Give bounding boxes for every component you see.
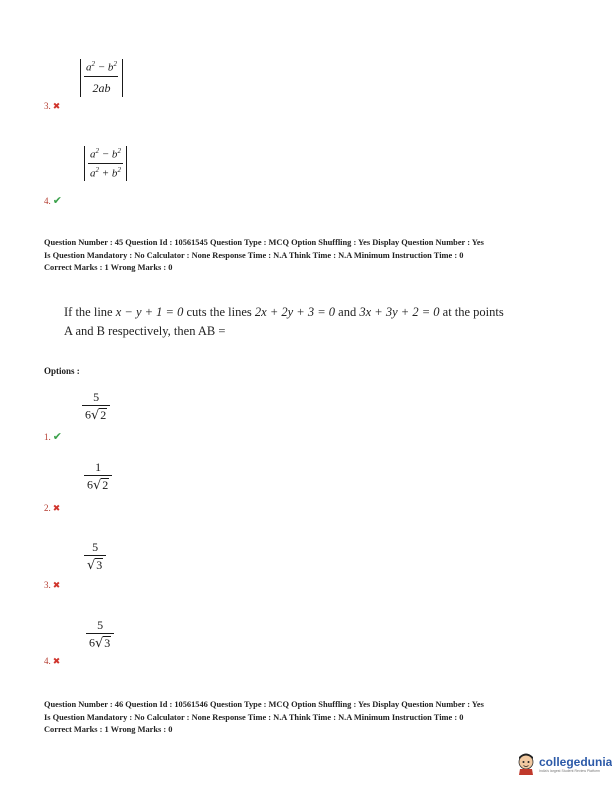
- equation-2: 2x + 2y + 3 = 0: [254, 305, 336, 319]
- option-1-expression: 5 6 √ 2: [82, 388, 110, 422]
- option-4-number[interactable]: 4. ✖: [44, 656, 61, 667]
- question-46-meta: [44, 699, 484, 737]
- question-45-meta-line3: Correct Marks : 1 Wrong Marks : 0: [44, 263, 173, 272]
- logo-tagline: India's largest Student Review Platform: [539, 769, 600, 773]
- question-46-meta-line1: Question Number : 46 Question Id : 10561546 Question Type : MCQ Option Shuffling : Yes Display Question Number : Yes: [44, 700, 484, 709]
- wrong-mark-icon: ✖: [52, 504, 61, 514]
- prev-option-3-expression: $\frac{a^2 - b^2}{2ab}$: [80, 58, 123, 97]
- wrong-mark-icon: ✖: [52, 581, 61, 591]
- wrong-mark-icon: ✖: [52, 657, 61, 667]
- prev-option-4-expression: $\frac{a^2 - b^2}{a^2 + b^2}$: [84, 145, 127, 181]
- collegedunia-logo: [516, 753, 612, 775]
- option-3-expression: 5 √ 3: [84, 538, 106, 572]
- wrong-mark-icon: ✖: [52, 102, 61, 112]
- question-46-meta-line2: Is Question Mandatory : No Calculator : None Response Time : N.A Think Time : N.A Minimum Instruction Time : 0: [44, 712, 464, 722]
- question-45-meta: [44, 237, 484, 275]
- option-2-expression: 1 6 √ 2: [84, 458, 112, 492]
- question-45-text: If the line x − y + 1 = 0 cuts the lines 2x + 2y + 3 = 0 and 3x + 3y + 2 = 0 at the points A and B respectively, then AB =: [64, 303, 564, 341]
- equation-1: x − y + 1 = 0: [115, 305, 184, 319]
- question-46-meta-line3: Correct Marks : 1 Wrong Marks : 0: [44, 725, 173, 734]
- mascot-icon: [516, 753, 536, 775]
- prev-option-3-number: 3. ✖: [44, 101, 61, 112]
- option-1-number[interactable]: 1. ✔: [44, 430, 62, 443]
- option-3-number[interactable]: 3. ✖: [44, 580, 61, 591]
- options-label: Options :: [44, 366, 80, 376]
- prev-option-4-number: 4. ✔: [44, 194, 62, 207]
- logo-name: collegedunia: [539, 755, 612, 769]
- correct-mark-icon: ✔: [52, 430, 62, 443]
- question-45-meta-line1: Question Number : 45 Question Id : 10561545 Question Type : MCQ Option Shuffling : Yes Display Question Number : Yes: [44, 238, 484, 247]
- option-2-number[interactable]: 2. ✖: [44, 503, 61, 514]
- correct-mark-icon: ✔: [52, 194, 62, 207]
- question-45-text-line2: A and B respectively, then AB =: [64, 324, 226, 338]
- option-4-expression: 5 6 √ 3: [86, 616, 114, 650]
- equation-3: 3x + 3y + 2 = 0: [359, 305, 440, 319]
- question-45-meta-line2: Is Question Mandatory : No Calculator : None Response Time : N.A Think Time : N.A Minimum Instruction Time : 0: [44, 250, 464, 260]
